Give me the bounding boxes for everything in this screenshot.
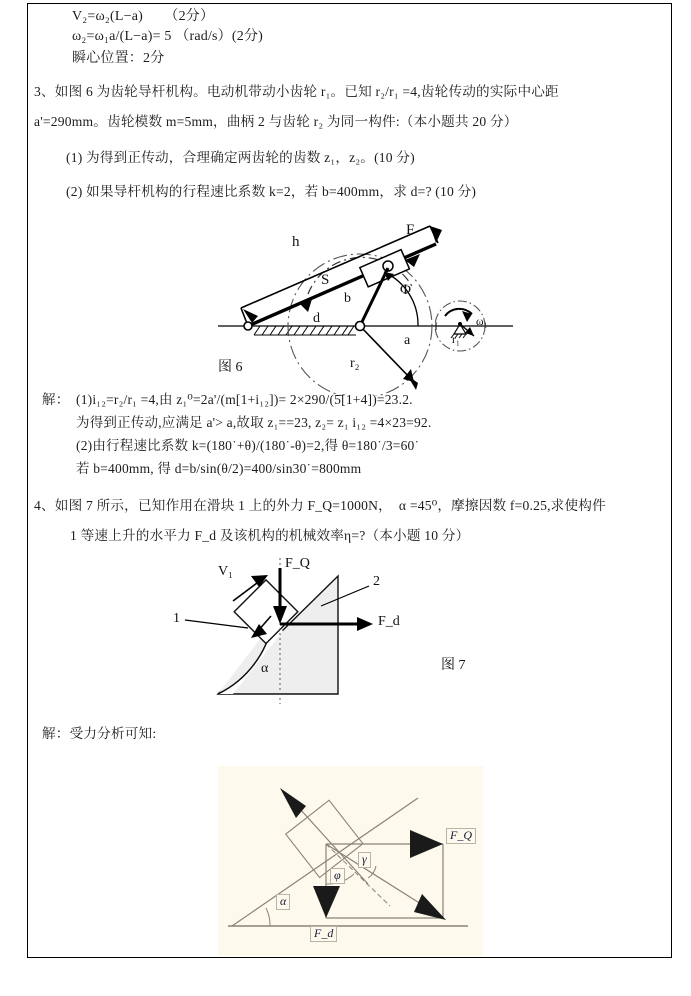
question3-item2: (2) 如果导杆机构的行程速比系数 k=2，若 b=400mm，求 d=? (10 分) (66, 184, 477, 199)
figure-6 (208, 216, 518, 396)
figure7-label-fd: F_d (378, 614, 400, 629)
page-content (28, 4, 673, 959)
force-label-alpha: α (276, 894, 290, 910)
figure6-label-S: S (321, 272, 330, 288)
figure6-label-a: a (404, 333, 411, 348)
figure6-label-d: d (313, 311, 320, 326)
figure7-caption: 图 7 (441, 658, 466, 673)
force-label-phi: φ (330, 868, 345, 884)
solution3-line3: (2)由行程速比系数 k=(180˙+θ)/(180˙-θ)=2,得 θ=180˙/3=60˙ (76, 438, 420, 453)
solution3-prefix: 解： (42, 392, 70, 407)
question3-line1: 3、如图 6 为齿轮导杆机构。电动机带动小齿轮 r₁。已知 r₂/r₁ =4,齿轮传动的实际中心距 (34, 84, 559, 99)
force-label-fd: F_d (310, 926, 337, 942)
question4-line2: 1 等速上升的水平力 F_d 及该机构的机械效率η=?（本小题 10 分） (70, 528, 470, 543)
force-analysis-diagram (218, 766, 483, 956)
instant-center-line: 瞬心位置：2分 (72, 51, 165, 66)
figure6-caption: 图 6 (218, 360, 243, 375)
force-label-gamma: γ (358, 852, 371, 868)
figure6-label-h: h (292, 234, 300, 250)
figure7-label-alpha: α (261, 661, 269, 676)
figure6-label-omega1: ω₁ (476, 316, 488, 328)
formula-v2-line: V₂=ω₂(L−a) （2分） (72, 9, 215, 24)
figure7-label-fq: F_Q (285, 556, 310, 571)
question3-line2: a'=290mm。齿轮模数 m=5mm，曲柄 2 与齿轮 r₂ 为同一构件:（本小题共 20 分） (34, 114, 518, 129)
figure6-label-r1: r₁ (452, 334, 460, 346)
solution3-line1: (1)i₁₂=r₂/r₁ =4,由 z₁⁰=2a'/(m[1+i₁₂])= 2×290/(5[1+4])=23.2. (76, 392, 413, 407)
figure-7 (173, 556, 503, 706)
force-label-fq: F_Q (446, 828, 476, 844)
solution3-line4: 若 b=400mm, 得 d=b/sin(θ/2)=400/sin30˙=800mm (76, 461, 362, 476)
question3-item1: (1) 为得到正传动，合理确定两齿轮的齿数 z₁，z₂。(10 分) (66, 150, 415, 165)
page-frame (27, 3, 672, 958)
figure6-label-F: F (406, 222, 415, 238)
figure6-label-r2: r₂ (350, 356, 360, 371)
figure7-label-v1: V₁ (218, 564, 233, 579)
figure6-label-b: b (344, 291, 351, 306)
solution4-text: 解：受力分析可知: (42, 726, 157, 741)
figure-6-svg (208, 216, 518, 396)
figure6-label-phi: Φ (400, 282, 411, 298)
question4-line1: 4、如图 7 所示，已知作用在滑块 1 上的外力 F_Q=1000N， α =45⁰，摩擦因数 f=0.25,求使构件 (34, 498, 606, 513)
figure7-label-part1: 1 (173, 611, 180, 626)
solution3-line2: 为得到正传动,应满足 a'> a,故取 z₁==23, z₂= z₁ i₁₂ =4×23=92. (76, 415, 432, 430)
formula-omega2-line: ω₂=ω₁a/(L−a)= 5 （rad/s）(2分) (72, 29, 264, 44)
figure7-label-part2: 2 (373, 574, 380, 589)
force-analysis-svg (218, 766, 483, 956)
